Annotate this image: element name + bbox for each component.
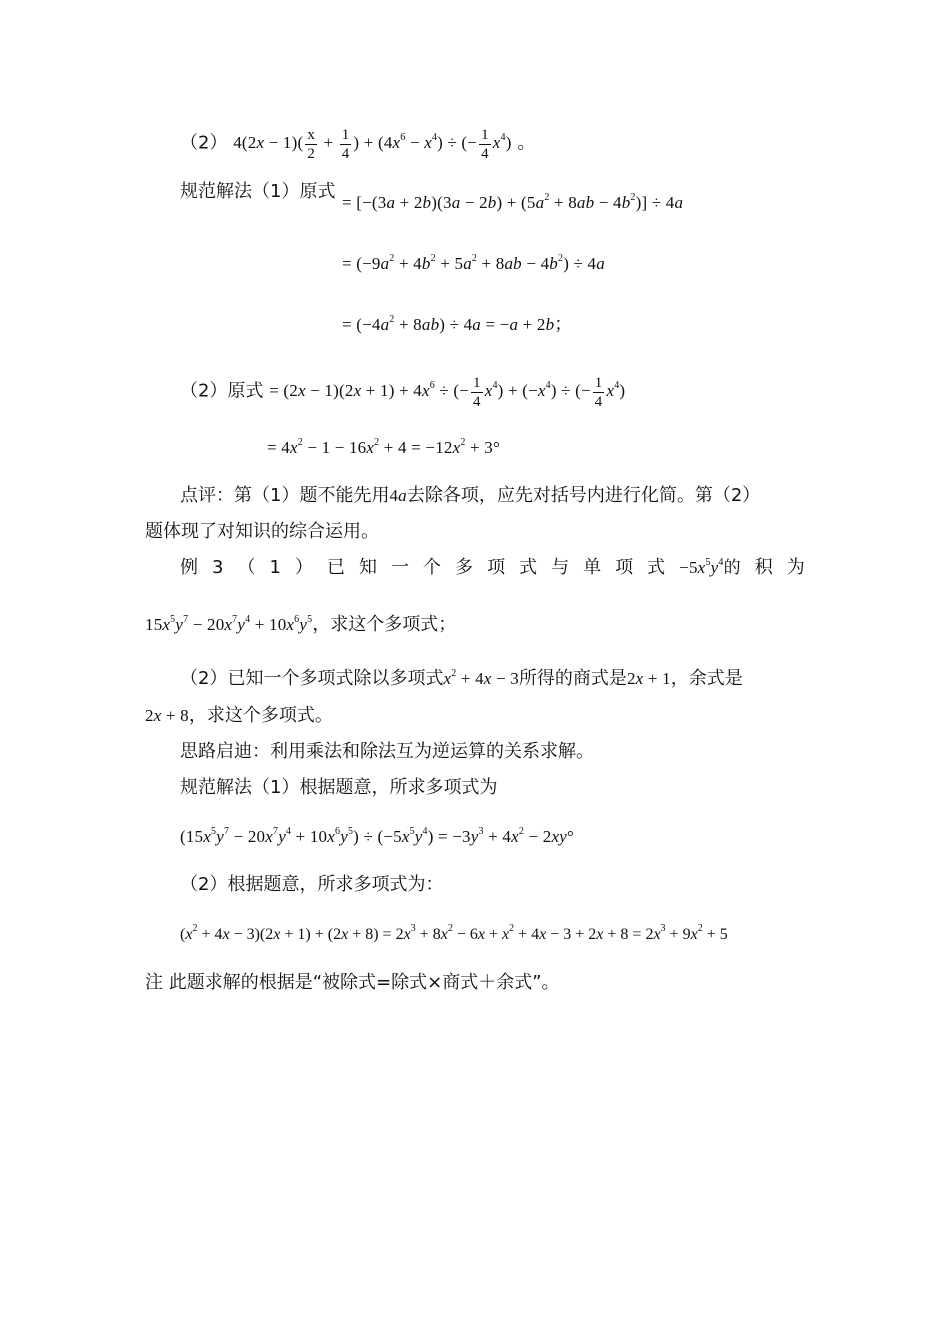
solution-3-expression: $(15x^5y^7 - 20x^7y^4 + 10x^6y^5) \div (-5x^5y^4) = -3y^3 + 4x^2 - 2xy^\circ$ (180, 826, 574, 846)
idea-line: 思路启迪：利用乘法和除法互为逆运算的关系求解。 (180, 741, 594, 762)
solution-1-label-line (180, 180, 335, 204)
period-mark: ° (492, 438, 500, 457)
solution-1-step-1: = $[-(3a + 2b)(3a - 2b) + (5a^2 + 8ab - 4b^2)] \div 4a$ (342, 192, 684, 212)
solution-1-step-2: = $(-9a^2 + 4b^2 + 5a^2 + 8ab - 4b^2) \div 4a$ (342, 253, 605, 273)
solution-2-line: （2）原式 = $(2x - 1)(2x + 1) + 4x^6$ ÷ (− $\frac{1}{4}$ $x^4) + (-x^4)$ ÷ (− $\frac{1}{4}$ $x^4$) (180, 375, 626, 410)
comment-line-2: 题体现了对知识的综合运用。 (145, 521, 379, 542)
example-3-line-2: $15x^5y^7 - 20x^7y^4 + 10x^6y^5$，求这个多项式； (145, 614, 457, 635)
solution-1-label: 规范解法（1）原式 (180, 181, 336, 202)
note-line: 注 此题求解的根据是“被除式=除式×商式＋余式”。 (145, 972, 560, 993)
solution-2-label: （2）原式 (180, 380, 264, 402)
solution-3b-label: （2）根据题意，所求多项式为： (180, 874, 444, 895)
example-3-line-1: 例 3 （ 1 ） 已 知 一 个 多 项 式 与 单 项 式 $-5x^5y^4$的 积 为 (180, 557, 805, 578)
example-3b-line-1: （2）已知一个多项式除以多项式$x^2 + 4x - 3$所得的商式是2x + 1，余式是 (180, 668, 743, 689)
problem-2-label: （2） (180, 132, 228, 154)
solution-2-result: = $4x^2 - 1 - 16x^2 + 4 = -12x^2 + 3^\circ$ (267, 437, 500, 457)
problem-2-end: 。 (517, 132, 536, 154)
solution-3b-expression: $(x^2 + 4x - 3)(2x + 1) + (2x + 8) = 2x^3 + 8x^2 - 6x + x^2 + 4x - 3 + 2x + 8 = 2x^3 + 9x^2 + 5$ (180, 923, 728, 943)
comment-line-1: 点评：第（1）题不能先用4a去除各项，应先对括号内进行化简。第（2） (180, 485, 761, 506)
solution-1-step-3: = $(-4a^2 + 8ab) \div 4a = -a + 2b$； (342, 314, 573, 335)
semicolon: ； (554, 314, 573, 335)
problem-2-line (180, 126, 535, 163)
example-3b-line-2: 2x + 8，求这个多项式。 (145, 705, 333, 726)
problem-2-expression: 4(2x − 1)( $\frac{x}{2}$ + $\frac{1}{4}$ ) + $(4x^6 - x^4)$ ÷ (− $\frac{1}{4}$ $x^4$) (233, 127, 512, 162)
solution-3-label: 规范解法（1）根据题意，所求多项式为 (180, 777, 498, 798)
